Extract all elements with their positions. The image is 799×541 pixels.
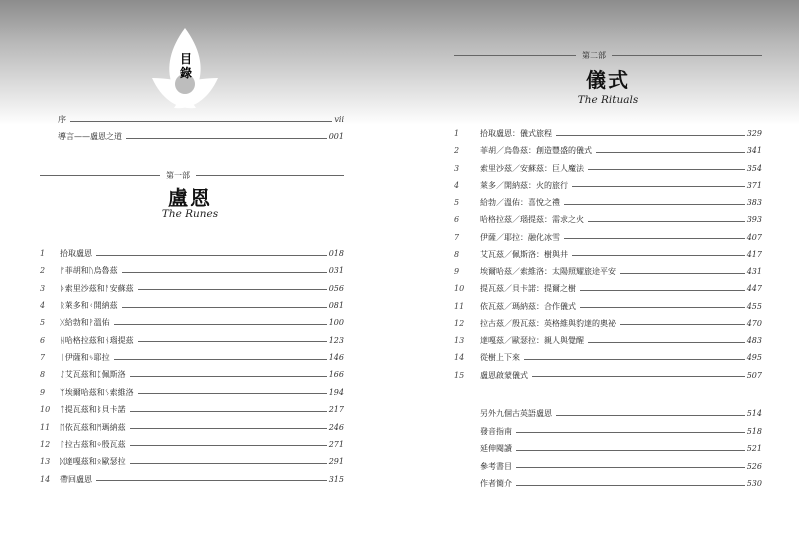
entry-page: 100 xyxy=(328,318,344,328)
entry-title: ᚠ菲胡和ᚢ烏魯茲 xyxy=(60,266,118,276)
toc-entry[interactable] xyxy=(480,461,762,473)
part-title: 儀式 xyxy=(586,68,630,92)
entry-number: 3 xyxy=(454,163,460,173)
entry-number: 5 xyxy=(454,198,460,207)
entry-number: 10 xyxy=(454,284,465,294)
page-title xyxy=(178,52,194,80)
leader-line xyxy=(516,432,745,433)
toc-entry[interactable] xyxy=(454,335,762,347)
entry-number: 15 xyxy=(454,370,465,380)
toc-entry[interactable] xyxy=(40,265,344,277)
entry-page: 371 xyxy=(746,180,762,190)
leader-line xyxy=(556,415,745,416)
entry-page: 166 xyxy=(328,370,344,380)
entry-page: 246 xyxy=(328,422,344,432)
entry-title: 從樹上下來 xyxy=(480,353,520,363)
entry-page: 455 xyxy=(746,301,762,311)
entry-number: 7 xyxy=(454,232,460,242)
entry-page: 123 xyxy=(328,335,344,345)
toc-entry[interactable] xyxy=(454,180,762,192)
toc-entry[interactable] xyxy=(480,478,762,490)
divider-line xyxy=(612,55,762,56)
leader-line xyxy=(516,450,745,451)
toc-entry[interactable] xyxy=(454,370,762,382)
entry-title: ᛉ埃爾哈茲和ᛊ索維洛 xyxy=(60,387,134,397)
entry-page: 271 xyxy=(328,439,344,449)
divider-line xyxy=(454,55,576,56)
toc-entry[interactable] xyxy=(40,474,344,486)
leader-line xyxy=(114,324,327,325)
entry-title: 萊多／開納茲：火的旅行 xyxy=(480,180,568,190)
leader-line xyxy=(96,255,327,256)
toc-entry[interactable] xyxy=(58,131,344,143)
entry-number: 11 xyxy=(40,422,51,432)
entry-number: 6 xyxy=(40,335,46,345)
entry-page: vii xyxy=(334,115,344,124)
entry-page: 470 xyxy=(746,318,762,328)
entry-number: 13 xyxy=(454,336,465,345)
leader-line xyxy=(532,376,745,377)
toc-entry[interactable] xyxy=(40,352,344,364)
entry-number: 4 xyxy=(454,180,460,190)
entry-page: 483 xyxy=(746,336,762,345)
entry-title: ᛏ提瓦茲和ᛒ貝卡諾 xyxy=(60,405,126,415)
header-gradient xyxy=(0,0,799,125)
entry-title: 另外九個古英語盧恩 xyxy=(480,409,552,418)
leader-line xyxy=(70,121,332,122)
leader-line xyxy=(588,169,745,170)
toc-entry[interactable] xyxy=(454,197,762,209)
entry-number: 1 xyxy=(454,129,460,138)
toc-entry[interactable] xyxy=(480,443,762,455)
leader-line xyxy=(130,376,327,377)
entry-title: 依瓦茲／瑪納茲：合作儀式 xyxy=(480,301,576,311)
entry-page: 194 xyxy=(328,387,344,397)
entry-number: 12 xyxy=(40,439,51,449)
leader-line xyxy=(122,307,327,308)
toc-entry[interactable] xyxy=(454,283,762,295)
leader-line xyxy=(138,289,327,290)
leader-line xyxy=(596,152,745,153)
toc-entry[interactable] xyxy=(40,456,344,468)
entry-title: 艾瓦茲／佩斯洛：樹與井 xyxy=(480,249,568,259)
entry-page: 530 xyxy=(746,479,762,488)
leader-line xyxy=(588,342,745,343)
toc-entry[interactable] xyxy=(454,249,762,261)
leader-line xyxy=(588,221,745,222)
entry-title: 埃爾哈茲／索維洛：太陽照耀旅途平安 xyxy=(480,267,616,276)
leader-line xyxy=(138,341,327,342)
toc-entry[interactable] xyxy=(40,300,344,312)
entry-page: 315 xyxy=(328,474,344,484)
entry-page: 431 xyxy=(746,267,762,276)
leader-line xyxy=(122,272,327,273)
part-title: 盧恩 xyxy=(168,186,212,210)
entry-title: 導言——盧恩之道 xyxy=(58,132,122,141)
entry-page: 291 xyxy=(328,457,344,467)
leader-line xyxy=(572,255,745,256)
entry-page: 329 xyxy=(746,129,762,138)
entry-title: 菲胡／烏魯茲：創造豐盛的儀式 xyxy=(480,146,592,156)
leader-line xyxy=(620,273,745,274)
part-label: 第二部 xyxy=(582,51,606,60)
entry-number: 8 xyxy=(454,249,460,259)
entry-number: 3 xyxy=(40,283,46,293)
leader-line xyxy=(516,467,745,468)
entry-page: 521 xyxy=(746,444,762,453)
toc-entry[interactable] xyxy=(40,248,344,260)
toc-entry[interactable] xyxy=(454,163,762,175)
entry-number: 12 xyxy=(454,318,465,328)
entry-page: 518 xyxy=(746,426,762,436)
toc-entry[interactable] xyxy=(40,335,344,347)
leader-line xyxy=(580,290,745,291)
leader-line xyxy=(114,359,327,360)
toc-entry[interactable] xyxy=(454,232,762,244)
entry-page: 001 xyxy=(328,132,344,141)
entry-number: 6 xyxy=(454,215,460,225)
leader-line xyxy=(126,138,327,139)
part-subtitle: The Rituals xyxy=(577,94,639,106)
toc-entry[interactable] xyxy=(454,128,762,140)
part-label: 第一部 xyxy=(166,171,190,180)
entry-title: ᛇ艾瓦茲和ᛈ佩斯洛 xyxy=(60,370,126,380)
entry-title: 拾取盧恩 xyxy=(60,249,92,258)
toc-entry[interactable] xyxy=(40,283,344,295)
entry-title: 盧恩啟蒙儀式 xyxy=(480,370,528,380)
leader-line xyxy=(130,411,327,412)
part-divider xyxy=(40,170,344,181)
entry-title: 給勃／溫佑：喜悅之禮 xyxy=(480,198,560,207)
entry-title: ᛞ達嘎茲和ᛟ歐瑟拉 xyxy=(60,457,126,467)
entry-number: 14 xyxy=(40,474,51,484)
entry-number: 10 xyxy=(40,405,51,415)
entry-page: 507 xyxy=(746,370,762,380)
entry-title: ᚦ索里沙茲和ᚨ安蘇茲 xyxy=(60,283,134,293)
entry-title: ᚷ給勃和ᚹ溫佑 xyxy=(60,318,110,328)
toc-entry[interactable] xyxy=(480,408,762,420)
entry-number: 9 xyxy=(40,387,46,397)
entry-title: ᛖ依瓦茲和ᛗ瑪納茲 xyxy=(60,422,126,432)
leader-line xyxy=(524,359,745,360)
leader-line xyxy=(556,135,745,136)
toc-entry[interactable] xyxy=(454,318,762,330)
entry-page: 146 xyxy=(328,353,344,363)
entry-number: 2 xyxy=(40,266,46,276)
toc-entry[interactable] xyxy=(40,422,344,434)
entry-page: 383 xyxy=(746,198,762,207)
toc-entry[interactable] xyxy=(40,387,344,399)
entry-number: 7 xyxy=(40,353,46,363)
toc-entry[interactable] xyxy=(454,352,762,364)
toc-entry[interactable] xyxy=(454,214,762,226)
entry-title: 延伸閱讀 xyxy=(480,444,512,453)
entry-number: 4 xyxy=(40,301,46,311)
entry-title: 發音指南 xyxy=(480,426,512,436)
entry-title: 拾取盧恩：儀式旅程 xyxy=(480,129,552,138)
entry-number: 2 xyxy=(454,146,460,156)
leader-line xyxy=(564,204,745,205)
leader-line xyxy=(130,463,327,464)
entry-title: 序 xyxy=(58,115,66,124)
entry-page: 447 xyxy=(746,284,762,294)
entry-title: 帶回盧恩 xyxy=(60,474,92,484)
entry-title: 參考書目 xyxy=(480,461,512,471)
divider-line xyxy=(196,175,344,176)
toc-entry[interactable] xyxy=(40,369,344,381)
entry-number: 11 xyxy=(454,301,465,311)
title-char: 錄 xyxy=(179,66,192,80)
toc-entry[interactable] xyxy=(40,439,344,451)
entry-number: 1 xyxy=(40,249,46,258)
entry-title: 達嘎茲／歐瑟拉：親人與覺醒 xyxy=(480,336,584,345)
entry-title: 提瓦茲／貝卡諾：提爾之樹 xyxy=(480,284,576,294)
entry-page: 056 xyxy=(328,283,344,293)
part-divider xyxy=(454,50,762,61)
toc-entry[interactable] xyxy=(40,317,344,329)
entry-title: ᛁ伊薩和ᛃ耶拉 xyxy=(60,353,110,363)
leader-line xyxy=(564,238,745,239)
leader-line xyxy=(130,428,327,429)
entry-number: 8 xyxy=(40,370,46,380)
entry-title: ᛚ拉古茲和ᛜ殷瓦茲 xyxy=(60,439,126,449)
entry-title: ᚺ哈格拉茲和ᚾ瑙提茲 xyxy=(60,335,134,345)
entry-number: 9 xyxy=(454,267,460,276)
entry-page: 341 xyxy=(746,146,762,156)
leader-line xyxy=(580,307,745,308)
entry-page: 526 xyxy=(746,461,762,471)
part-subtitle: The Runes xyxy=(161,208,219,220)
divider-line xyxy=(40,175,160,176)
leader-line xyxy=(130,445,327,446)
entry-number: 13 xyxy=(40,457,51,467)
leader-line xyxy=(572,186,745,187)
leader-line xyxy=(96,480,327,481)
entry-title: ᚱ萊多和ᚲ開納茲 xyxy=(60,301,118,311)
entry-title: 伊薩／耶拉：融化冰雪 xyxy=(480,232,560,242)
entry-title: 索里沙茲／安蘇茲：巨人魔法 xyxy=(480,163,584,173)
entry-page: 417 xyxy=(746,249,762,259)
toc-entry[interactable] xyxy=(454,266,762,278)
entry-page: 354 xyxy=(746,163,762,173)
title-char: 目 xyxy=(179,52,192,66)
entry-title: 哈格拉茲／瑙提茲：需求之火 xyxy=(480,215,584,225)
entry-page: 081 xyxy=(328,301,344,311)
entry-page: 018 xyxy=(328,249,344,258)
leader-line xyxy=(620,324,745,325)
entry-page: 514 xyxy=(746,409,762,418)
entry-number: 5 xyxy=(40,318,46,328)
toc-entry[interactable] xyxy=(454,301,762,313)
leader-line xyxy=(516,485,745,486)
entry-title: 拉古茲／殷瓦茲：英格維與豹達的奧祕 xyxy=(480,318,616,328)
toc-entry[interactable] xyxy=(58,114,344,126)
toc-entry[interactable] xyxy=(480,426,762,438)
toc-entry[interactable] xyxy=(454,145,762,157)
entry-title: 作者簡介 xyxy=(480,479,512,488)
toc-entry[interactable] xyxy=(40,404,344,416)
entry-number: 14 xyxy=(454,353,465,363)
entry-page: 217 xyxy=(328,405,344,415)
leader-line xyxy=(138,393,327,394)
entry-page: 393 xyxy=(746,215,762,225)
entry-page: 495 xyxy=(746,353,762,363)
entry-page: 031 xyxy=(328,266,344,276)
entry-page: 407 xyxy=(746,232,762,242)
